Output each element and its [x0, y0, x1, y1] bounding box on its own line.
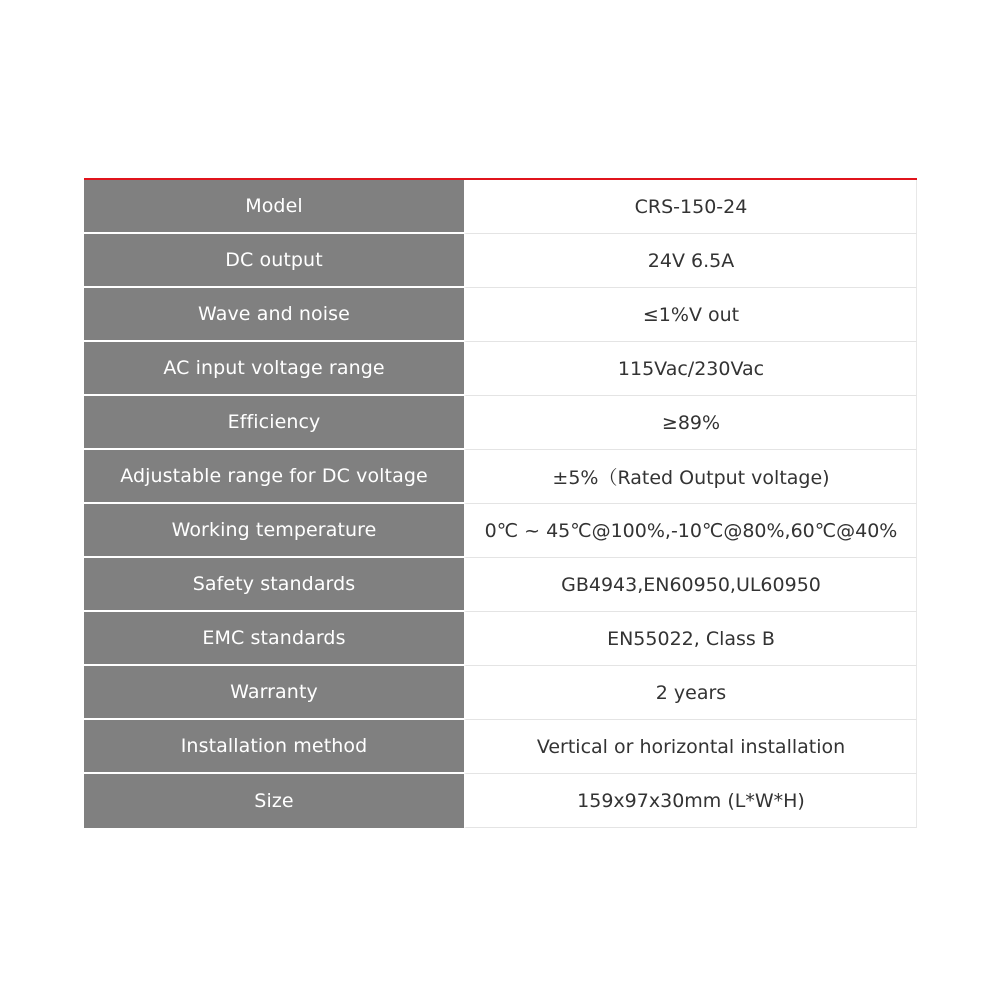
spec-row-ac-input: [84, 342, 917, 396]
spec-label: Working temperature: [84, 504, 464, 558]
spec-row-dc-output: [84, 234, 917, 288]
spec-value: 24V 6.5A: [464, 234, 917, 288]
spec-row-safety-standards: [84, 558, 917, 612]
spec-label: Warranty: [84, 666, 464, 720]
spec-label: Model: [84, 180, 464, 234]
spec-label: DC output: [84, 234, 464, 288]
spec-row-installation-method: [84, 720, 917, 774]
spec-value: 159x97x30mm (L*W*H): [464, 774, 917, 828]
spec-value: Vertical or horizontal installation: [464, 720, 917, 774]
spec-value: 0℃ ~ 45℃@100%,-10℃@80%,60℃@40%: [464, 504, 917, 558]
spec-label: Installation method: [84, 720, 464, 774]
spec-label: Efficiency: [84, 396, 464, 450]
spec-label: Adjustable range for DC voltage: [84, 450, 464, 504]
spec-value: ±5%（Rated Output voltage): [464, 450, 917, 504]
spec-value: 115Vac/230Vac: [464, 342, 917, 396]
spec-label: AC input voltage range: [84, 342, 464, 396]
spec-row-warranty: [84, 666, 917, 720]
spec-label: EMC standards: [84, 612, 464, 666]
spec-value: CRS-150-24: [464, 180, 917, 234]
spec-label: Safety standards: [84, 558, 464, 612]
spec-label: Size: [84, 774, 464, 828]
spec-label: Wave and noise: [84, 288, 464, 342]
spec-row-working-temperature: [84, 504, 917, 558]
spec-value: ≥89%: [464, 396, 917, 450]
spec-value: EN55022, Class B: [464, 612, 917, 666]
spec-value: 2 years: [464, 666, 917, 720]
spec-value: ≤1%V out: [464, 288, 917, 342]
spec-row-efficiency: [84, 396, 917, 450]
spec-row-size: [84, 774, 917, 828]
spec-row-emc-standards: [84, 612, 917, 666]
spec-table: [84, 178, 917, 828]
spec-value: GB4943,EN60950,UL60950: [464, 558, 917, 612]
spec-row-wave-noise: [84, 288, 917, 342]
spec-row-model: [84, 180, 917, 234]
spec-row-adjustable-range: [84, 450, 917, 504]
